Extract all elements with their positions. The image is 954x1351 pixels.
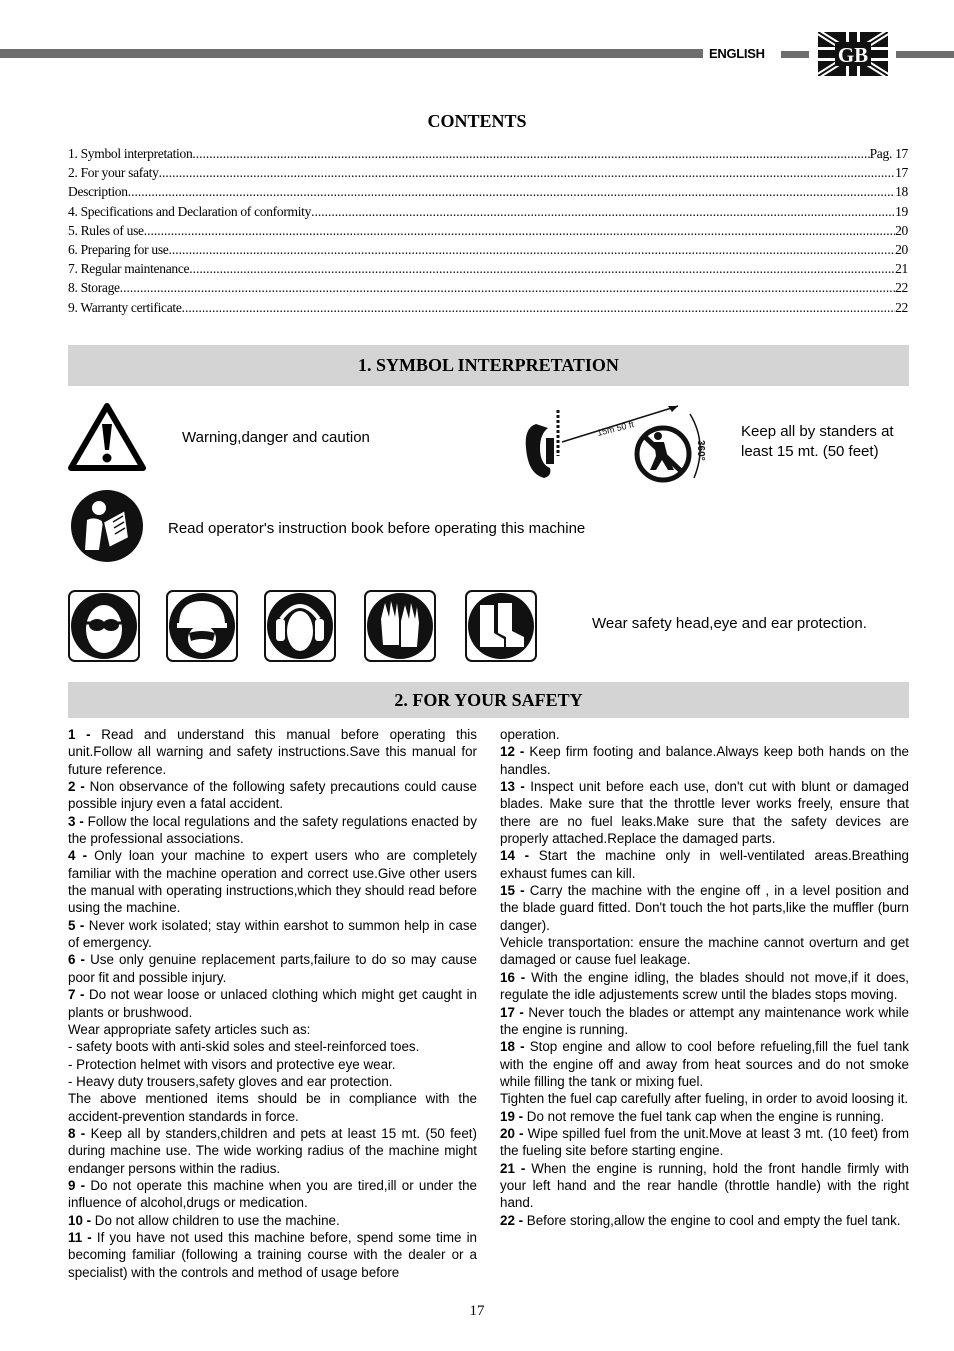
contents-title: CONTENTS bbox=[427, 111, 527, 131]
safety-item: Vehicle transportation: ensure the machine cannot overturn and get damaged or cause fuel leakage. bbox=[500, 935, 909, 968]
toc-row[interactable]: 1. Symbol interpretation ..... Pag. 17 bbox=[68, 144, 908, 163]
read-manual-icon bbox=[69, 488, 145, 564]
safety-item: 5 - Never work isolated; stay within earshot to summon help in case of emergency. bbox=[68, 917, 477, 951]
read-manual-caption: Read operator's instruction book before operating this machine bbox=[168, 520, 586, 537]
safety-glasses-icon bbox=[67, 589, 141, 663]
safety-item: 21 - When the engine is running, hold the front handle firmly with your left hand and the rear handle (throttle handle) with the right hand. bbox=[500, 1160, 909, 1211]
gb-flag-icon bbox=[818, 32, 888, 76]
safety-item: 17 - Never touch the blades or attempt any maintenance work while the engine is running. bbox=[500, 1004, 909, 1037]
language-label: ENGLISH bbox=[709, 46, 765, 61]
safety-item: Tighten the fuel cap carefully after fueling, in order to avoid loosing it. bbox=[500, 1091, 909, 1107]
safety-item: - Heavy duty trousers,safety gloves and ear protection. bbox=[68, 1073, 393, 1089]
safety-gloves-icon bbox=[363, 589, 437, 663]
safety-item: 19 - Do not remove the fuel tank cap when the engine is running. bbox=[500, 1108, 885, 1124]
safety-item: 3 - Follow the local regulations and the safety regulations enacted by the professional associations. bbox=[68, 813, 477, 847]
safety-item: 4 - Only loan your machine to expert users who are completely familiar with the machine operation and correct use.Give other users the manual with operating instructions,which they should read before using the machine. bbox=[68, 848, 477, 916]
header-rule-mid bbox=[781, 51, 809, 58]
safety-item: 16 - With the engine idling, the blades should not move,if it does, regulate the idle adjustements screw until the blades stops moving. bbox=[500, 969, 910, 1003]
safety-item: 20 - Wipe spilled fuel from the unit.Move at least 3 mt. (10 feet) from the fueling site before starting engine. bbox=[500, 1125, 909, 1159]
toc-row[interactable]: 2. For your safaty ..... 17 bbox=[68, 163, 908, 182]
safety-item: 12 - Keep firm footing and balance.Always keep both hands on the handles. bbox=[500, 744, 909, 777]
safety-item: 15 - Carry the machine with the engine off , in a level position and the blade guard fitted. Don't touch the hot parts,like the muffler (burn danger). bbox=[500, 883, 909, 933]
bystanders-caption: Keep all by standers at least 15 mt. (50 feet) bbox=[741, 423, 894, 460]
safety-item: - Protection helmet with visors and protective eye wear. bbox=[68, 1056, 396, 1072]
safety-item: 10 - Do not allow children to use the machine. bbox=[68, 1212, 340, 1228]
safety-boots-icon bbox=[464, 589, 538, 663]
safety-item: 2 - Non observance of the following safety precautions could cause possible injury even a fatal accident. bbox=[68, 779, 477, 812]
toc-row[interactable]: 4. Specifications and Declaration of conformity ..... 19 bbox=[68, 202, 908, 221]
toc-row[interactable]: 9. Warranty certificate ..... 22 bbox=[68, 298, 908, 317]
bystanders-distance-icon bbox=[518, 398, 714, 486]
warning-triangle-icon bbox=[67, 402, 147, 472]
header-rule-left bbox=[0, 49, 703, 58]
toc-row[interactable]: Description ..... 18 bbox=[68, 182, 908, 201]
toc-row[interactable]: 5. Rules of use ..... 20 bbox=[68, 221, 908, 240]
safety-item: 1 - Read and understand this manual before operating this unit.Follow all warning and safety instructions.Save this manual for future reference. bbox=[68, 727, 477, 777]
flag-label: GB bbox=[837, 43, 869, 67]
header-rule-right bbox=[896, 51, 954, 58]
safety-item: 9 - Do not operate this machine when you are tired,ill or under the influence of alcohol,drugs or medication. bbox=[68, 1177, 477, 1211]
safety-item: 14 - Start the machine only in well-ventilated areas.Breathing exhaust fumes can kill. bbox=[500, 848, 909, 881]
distance-label: 15m 50 ft bbox=[596, 419, 635, 438]
safety-item: operation. bbox=[500, 727, 560, 742]
safety-item: 8 - Keep all by standers,children and pets at least 15 mt. (50 feet) during machine use. The wide working radius of the machine might endanger persons within the radius. bbox=[68, 1125, 477, 1176]
protection-caption: Wear safety head,eye and ear protection. bbox=[592, 615, 867, 632]
safety-item: 22 - Before storing,allow the engine to cool and empty the fuel tank. bbox=[500, 1212, 901, 1228]
safety-column-left bbox=[68, 726, 477, 1281]
safety-item: 13 - Inspect unit before each use, don't cut with blunt or damaged blades. Make sure that the throttle lever works freely, ensure that there are no fuel leaks.Make sure that the safety devices are properly attached.Replace the damaged parts. bbox=[500, 779, 909, 847]
safety-item: - safety boots with anti-skid soles and steel-reinforced toes. bbox=[68, 1039, 420, 1055]
toc-row[interactable]: 7. Regular maintenance ..... 21 bbox=[68, 259, 908, 278]
safety-helmet-icon bbox=[165, 589, 239, 663]
safety-item: The above mentioned items should be in compliance with the accident-prevention standards in force. bbox=[68, 1091, 477, 1124]
safety-item: 11 - If you have not used this machine before, spend some time in becoming familiar (following a training course with the dealer or a specialist) with the controls and method of usage before bbox=[68, 1229, 478, 1280]
toc-row[interactable]: 6. Preparing for use ..... 20 bbox=[68, 240, 908, 259]
ear-protection-icon bbox=[263, 589, 337, 663]
angle-label: 360° bbox=[695, 440, 706, 461]
safety-item: 7 - Do not wear loose or unlaced clothing which might get caught in plants or brushwood. bbox=[68, 987, 477, 1020]
section-2-heading: 2. FOR YOUR SAFETY bbox=[68, 682, 909, 718]
toc-row[interactable]: 8. Storage ..... 22 bbox=[68, 278, 908, 297]
table-of-contents bbox=[68, 144, 908, 317]
page-number: 17 bbox=[469, 1303, 485, 1319]
safety-item: 18 - Stop engine and allow to cool before refueling,fill the fuel tank with the engine off and away from heat sources and do not smoke while filling the tank or mixing fuel. bbox=[500, 1039, 909, 1089]
warning-caption: Warning,danger and caution bbox=[182, 429, 370, 446]
safety-column-right bbox=[500, 726, 909, 1229]
section-1-heading: 1. SYMBOL INTERPRETATION bbox=[68, 345, 909, 386]
safety-item: 6 - Use only genuine replacement parts,failure to do so may cause poor fit and possible injury. bbox=[68, 952, 477, 985]
safety-item: Wear appropriate safety articles such as: bbox=[68, 1021, 311, 1037]
